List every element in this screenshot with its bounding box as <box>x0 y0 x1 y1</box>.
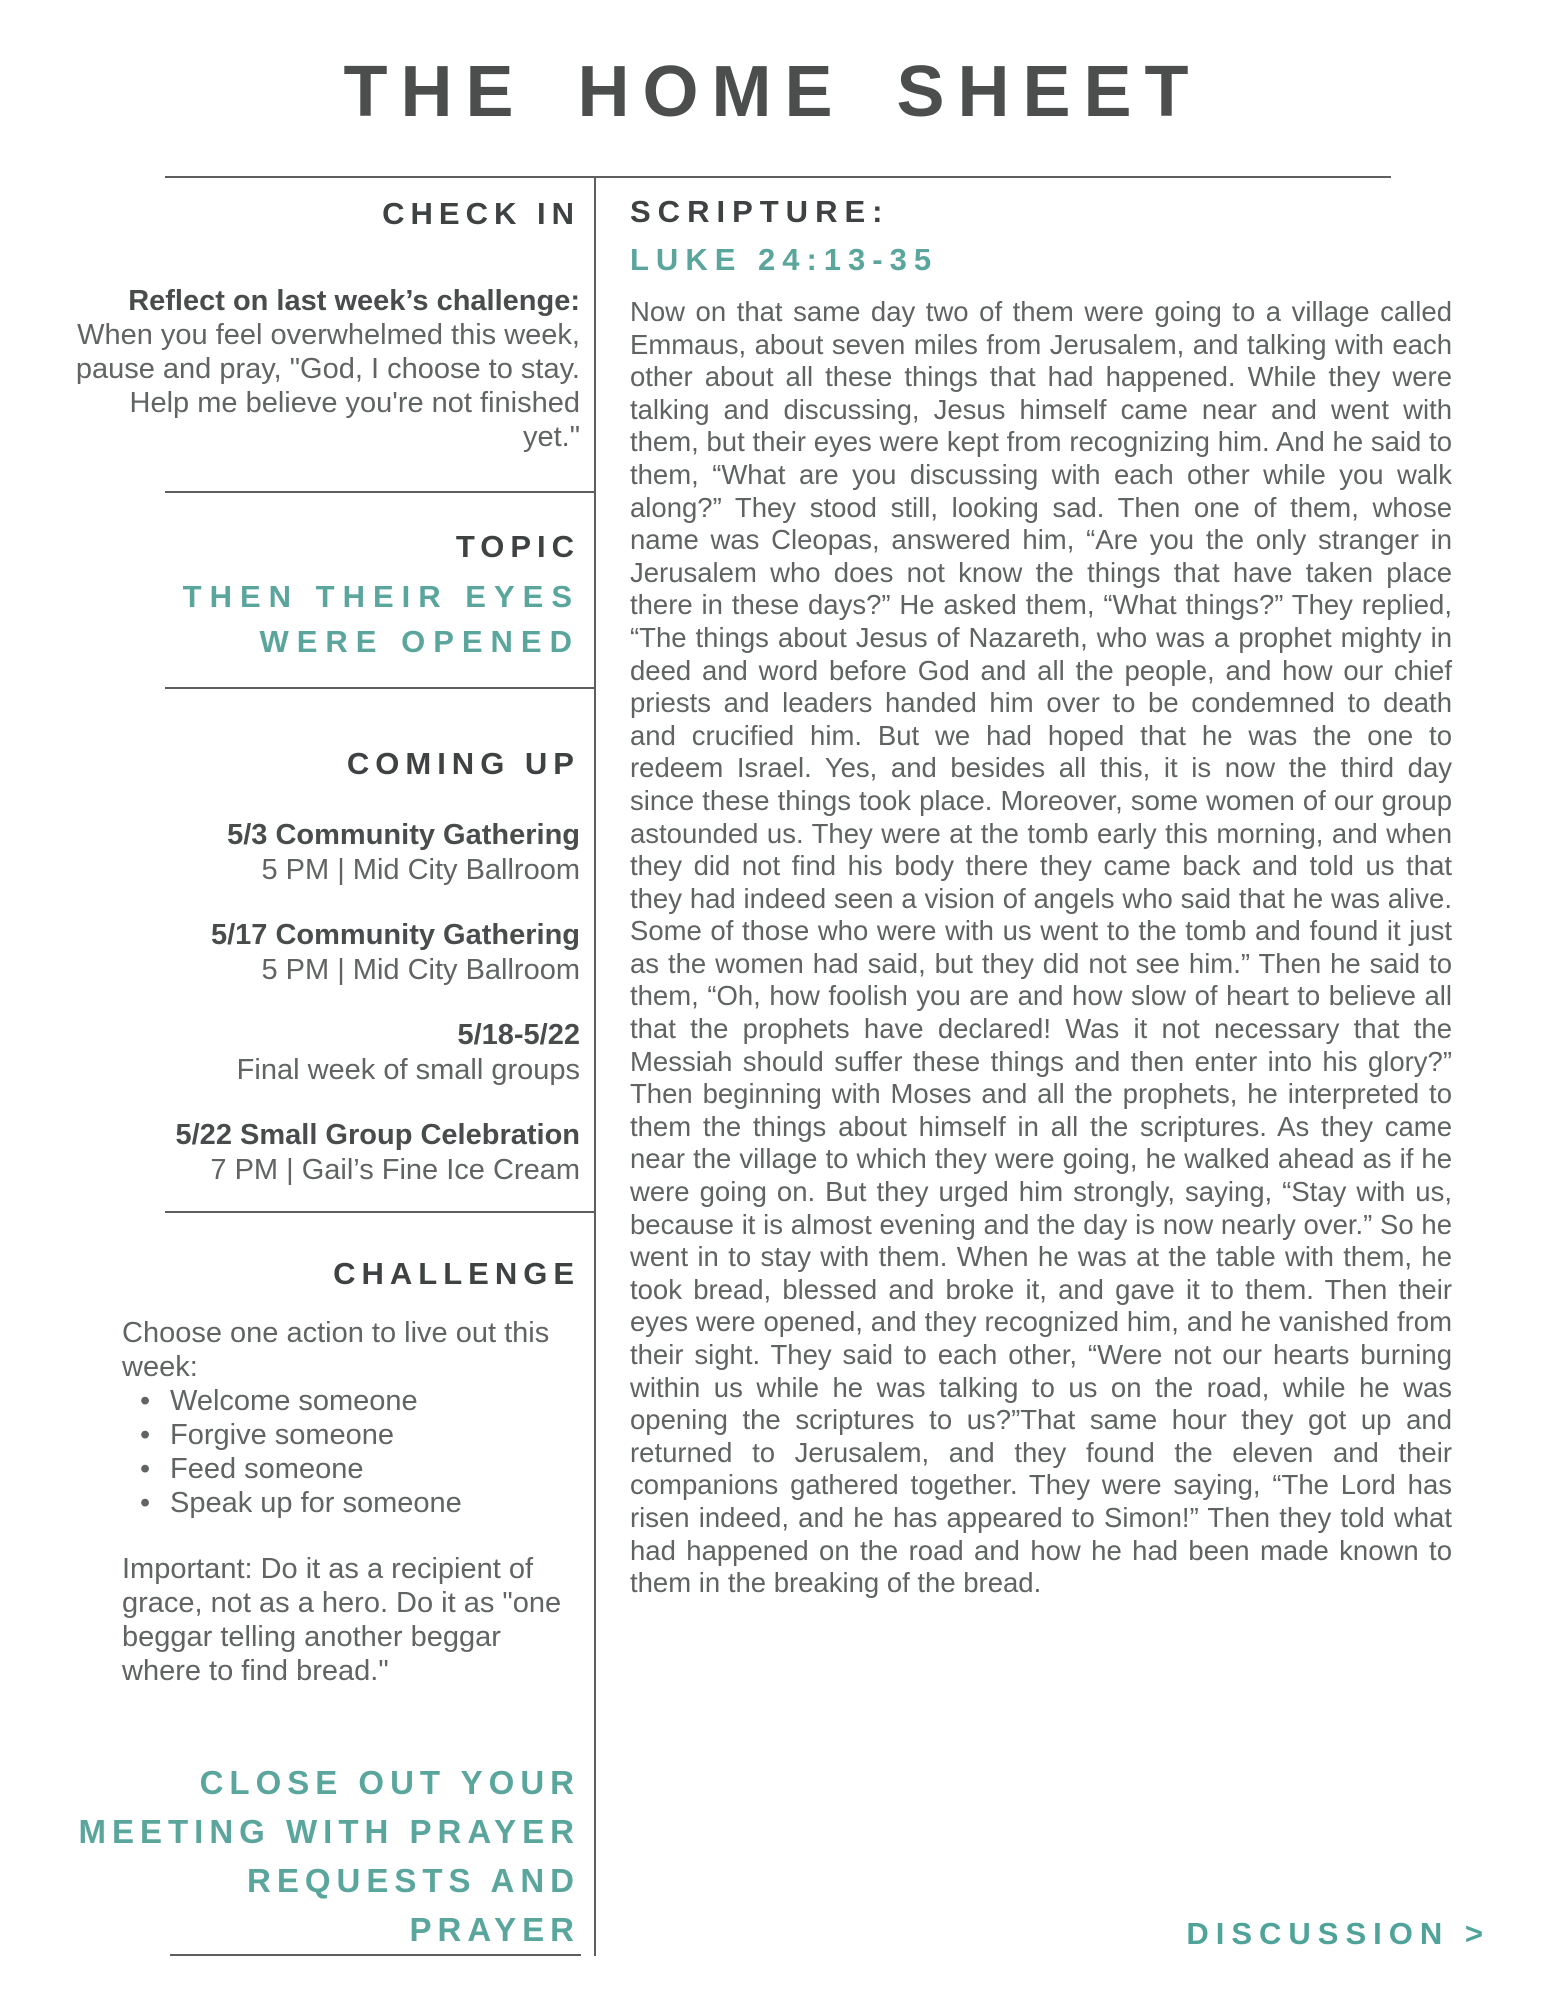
page-title: THE HOME SHEET <box>343 52 1202 132</box>
event-title: 5/3 Community Gathering <box>227 819 580 851</box>
event-item <box>72 1018 580 1088</box>
coming-up-heading: COMING UP <box>346 746 580 781</box>
discussion-link[interactable]: DISCUSSION > <box>1186 1916 1490 1951</box>
challenge-heading: CHALLENGE <box>333 1256 580 1291</box>
check-in-paragraph <box>72 284 580 454</box>
event-detail: 5 PM | Mid City Ballroom <box>261 854 580 886</box>
challenge-list-item: • Speak up for someone <box>170 1486 587 1520</box>
challenge-intro: Choose one action to live out this week: <box>122 1317 550 1383</box>
event-item <box>72 918 580 988</box>
event-detail: 7 PM | Gail’s Fine Ice Cream <box>210 1154 580 1186</box>
topic-comingup-divider <box>165 687 594 689</box>
scripture-label: SCRIPTURE: <box>630 194 890 229</box>
coming-up-events <box>72 818 580 1218</box>
event-item <box>72 1118 580 1188</box>
topic-heading: TOPIC <box>455 529 580 564</box>
challenge-note: Important: Do it as a recipient of grace, not as a hero. Do it as "one beggar telling another beggar where to find bread." <box>122 1553 562 1687</box>
scripture-reference: LUKE 24:13-35 <box>630 242 939 277</box>
event-title: 5/17 Community Gathering <box>210 919 580 951</box>
checkin-topic-divider <box>165 491 594 493</box>
challenge-list <box>122 1384 587 1520</box>
check-in-body: When you feel overwhelmed this week, pause and pray, "God, I choose to stay. Help me believe you're not finished yet." <box>75 319 580 453</box>
challenge-list-item: • Welcome someone <box>170 1384 587 1418</box>
closing-instruction: CLOSE OUT YOUR MEETING WITH PRAYER REQUESTS AND PRAYER <box>78 1764 580 1948</box>
check-in-heading: CHECK IN <box>382 196 580 231</box>
event-detail: Final week of small groups <box>236 1054 580 1086</box>
challenge-body <box>122 1316 587 1688</box>
challenge-list-item: • Forgive someone <box>170 1418 587 1452</box>
event-title: 5/22 Small Group Celebration <box>175 1119 580 1151</box>
event-item <box>72 818 580 888</box>
challenge-list-item: • Feed someone <box>170 1452 587 1486</box>
footer-divider <box>170 1954 581 1956</box>
scripture-passage: Now on that same day two of them were going to a village called Emmaus, about seven miles from Jerusalem, and talking with each other about all these things that had happened. While they were talking and discussing, Jesus himself came near and went with them, but their eyes were kept from recognizing him. And he said to them, “What are you discussing with each other while you walk along?” They stood still, looking sad. Then one of them, whose name was Cleopas, answered him, “Are you the only stranger in Jerusalem who does not know the things that have taken place there in these days?” He asked them, “What things?” They replied, “The things about Jesus of Nazareth, who was a prophet mighty in deed and word before God and all the people, and how our chief priests and leaders handed him over to be condemned to death and crucified him. But we had hoped that he was the one to redeem Israel. Yes, and besides all this, it is now the third day since these things took place. Moreover, some women of our group astounded us. They were at the tomb early this morning, and when they did not find his body there they came back and told us that they had indeed seen a vision of angels who said that he was alive. Some of those who were with us went to the tomb and found it just as the women had said, but they did not see him.” Then he said to them, “Oh, how foolish you are and how slow of heart to believe all that the prophets have declared! Was it not necessary that the Messiah should suffer these things and then enter into his glory?” Then beginning with Moses and all the prophets, he interpreted to them the things about himself in all the scriptures. As they came near the village to which they were going, he walked ahead as if he were going on. But they urged him strongly, saying, “Stay with us, because it is almost evening and the day is now nearly over.” So he went in to stay with them. When he was at the table with them, he took bread, blessed and broke it, and gave it to them. Then their eyes were opened, and they recognized him, and he vanished from their sight. They said to each other, “Were not our hearts burning within us while he was talking to us on the road, while he was opening the scriptures to us?”That same hour they got up and returned to Jerusalem, and they found the eleven and their companions gathered together. They were saying, “The Lord has risen indeed, and he has appeared to Simon!” Then they told what had happened on the road and how he had been made known to them in the breaking of the bread. <box>630 296 1452 1599</box>
event-title: 5/18-5/22 <box>457 1019 580 1051</box>
check-in-lead: Reflect on last week’s challenge: <box>128 285 580 317</box>
topic-value: THEN THEIR EYES WERE OPENED <box>182 579 580 659</box>
column-divider <box>594 176 596 1956</box>
event-detail: 5 PM | Mid City Ballroom <box>261 954 580 986</box>
header-divider <box>165 176 1391 178</box>
